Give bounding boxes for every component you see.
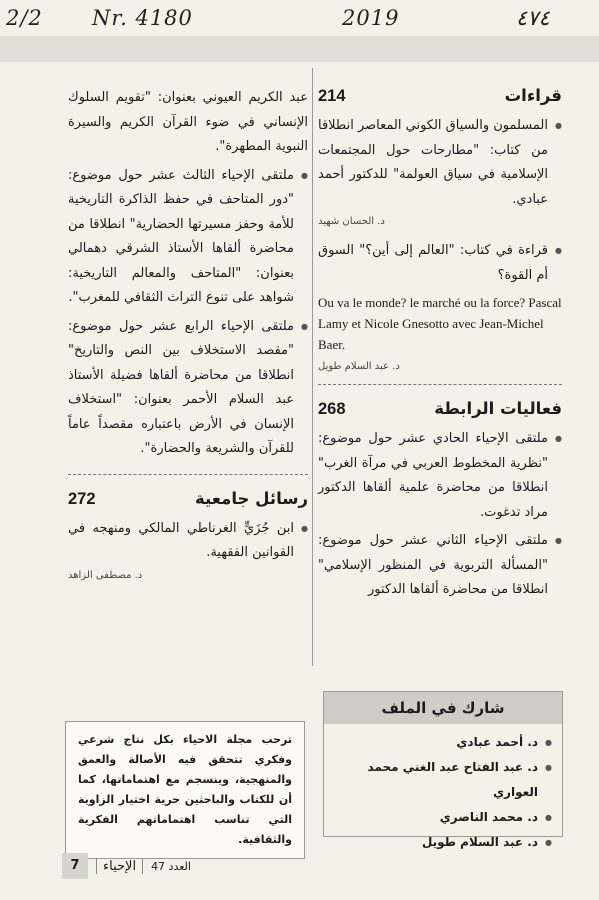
participant-name: ● د. عبد السلام طويل [332,830,552,855]
activities-page-number: 268 [318,400,346,418]
participant-name: ● د. عبد الفتاح عبد الغني محمد العواري [332,755,552,805]
handwritten-arabic-number: ٤٧٤ [516,6,550,30]
theses-title: رسائل جامعية [195,488,308,508]
section-divider [318,384,562,385]
list-item: ● المسلمون والسياق الكوني المعاصر انطلاقا من كتاب: "مطارحات حول المجتمعات الإسلامية في سياق العولمة" للدكتور أحمد عبادي. [318,114,562,212]
french-book-title: Ou va le monde? le marché ou la force? Pascal Lamy et Nicole Gnesotto avec Jean-Michel Baer. [318,295,562,352]
issue-number: العدد 47 [151,859,191,873]
participants-title: شارك في الملف [324,692,562,724]
author-credit: د. الحسان شهيد [318,216,385,227]
readings-header [318,86,562,106]
theses-list [68,517,308,566]
page-footer [62,851,202,881]
header-band [0,36,599,62]
section-divider [68,474,308,475]
participants-box [323,691,563,849]
participant-name: ● د. أحمد عبادي [332,730,552,755]
theses-page-number: 272 [68,489,96,508]
handwritten-year: 2019 [342,6,400,30]
participants-list [324,724,562,855]
column-divider [312,68,313,666]
handwritten-page-mark: 2/2 [6,6,43,30]
activities-header [318,399,562,419]
readings-list [318,114,562,212]
readings-list-2 [318,239,562,288]
handwritten-reference-number: Nr. 4180 [92,6,193,30]
left-column [68,86,308,593]
list-item: ● ملتقى الإحياء الثالث عشر حول موضوع: "دور المتاحف في حفظ الذاكرة التاريخية للأمة وحفز مسيرتها الحضارية" انطلاقا من محاضرة ألقاها الأستاذ الشرقي دهمالي بعنوان: "المتاحف والمعالم التاريخية: شواهد على تنوع التراث الثقافي للمغرب". [68,164,308,311]
activities-title: فعاليات الرابطة [434,399,562,418]
list-item: ● قراءة في كتاب: "العالم إلى أين؟" السوق أم القوة؟ [318,239,562,288]
participant-name: ● د. محمد الناصري [332,805,552,830]
list-item: ● ملتقى الإحياء الثاني عشر حول موضوع: "المسألة التربوية في المنظور الإسلامي" انطلاقا من محاضرة ألقاها الدكتور [318,529,562,603]
author-credit: د. مصطفى الزاهد [68,569,143,581]
page-number: 7 [62,853,88,879]
activities-list [318,427,562,603]
theses-header [68,489,308,509]
left-list [68,86,308,462]
list-item: ● ابن جُزَيٍّ الغرناطي المالكي ومنهجه في القوانين الفقهية. [68,517,308,566]
author-credit: د. عبد السلام طويل [318,361,400,372]
list-item: ● ملتقى الإحياء الحادي عشر حول موضوع: "نظرية المخطوط العربي في مرآة الغرب" انطلاقا من محاضرة علمية ألقاها الدكتور مراد تدغوت. [318,427,562,525]
readings-page-number: 214 [318,87,346,105]
readings-title: قراءات [504,86,562,105]
magazine-logo: الإحياء [96,859,143,874]
editorial-note: ترحب مجلة الاحياء بكل نتاج شرعي وفكري تتحقق فيه الأصالة والعمق والمنهجية، وينسجم مع اهتماماتها، كما أن للكتاب والباحثين حرية اختيار الزاوية التي تناسب اهتماماتهم الفكرية والثقافية. [65,721,305,859]
right-column [318,86,562,607]
list-item-continued: عبد الكريم العيوني بعنوان: "تقويم السلوك الإنساني في ضوء القرآن الكريم والسيرة النبوية المطهرة". [68,90,308,154]
list-item: ● ملتقى الإحياء الرابع عشر حول موضوع: "مقصد الاستخلاف بين النص والتاريخ" انطلاقا من محاضرة ألقاها فضيلة الأستاذ عبد السلام الأحمر بعنوان: "استخلاف الإنسان في الأرض باعتباره مقصداً عاماً للقرآن والشريعة والحضارة". [68,315,308,462]
